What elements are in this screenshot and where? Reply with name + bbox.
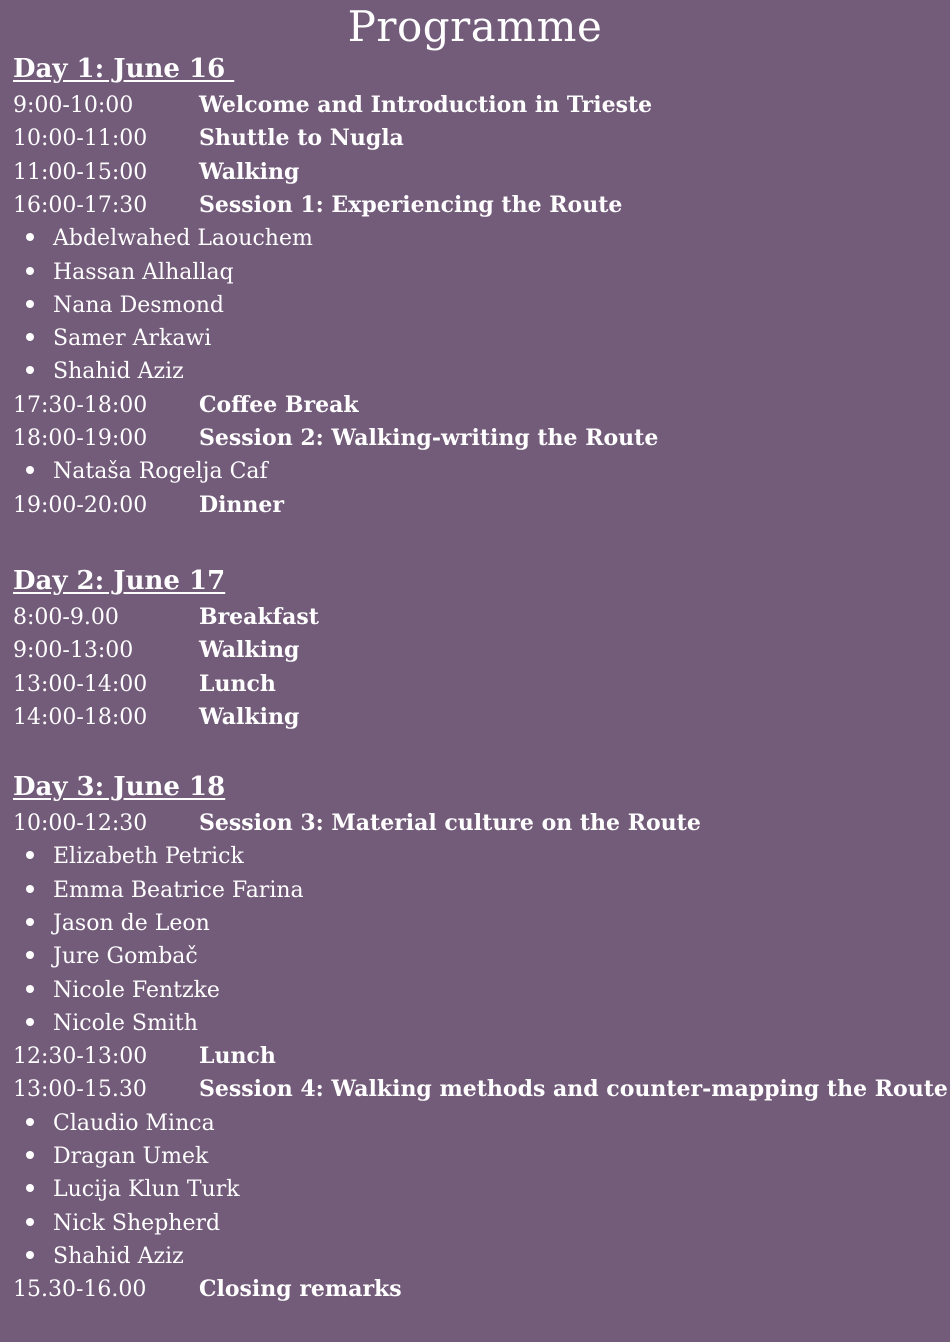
day-heading: Day 2: June 17 bbox=[13, 566, 226, 596]
speaker-list-item bbox=[26, 455, 268, 488]
event-title: Welcome and Introduction in Trieste bbox=[199, 92, 653, 118]
speaker-list-item bbox=[26, 874, 304, 907]
schedule-row bbox=[13, 1073, 948, 1106]
bullet-icon bbox=[26, 233, 34, 241]
speaker-name: Lucija Klun Turk bbox=[53, 1177, 240, 1203]
schedule-row bbox=[13, 1040, 276, 1073]
day-heading: Day 1: June 16 bbox=[13, 54, 235, 84]
speaker-list-item bbox=[26, 940, 198, 973]
speaker-name: Shahid Aziz bbox=[53, 1243, 184, 1269]
schedule-row bbox=[13, 389, 359, 422]
event-title: Coffee Break bbox=[199, 391, 359, 418]
speaker-name: Nicole Fentzke bbox=[53, 977, 220, 1003]
bullet-icon bbox=[26, 1218, 34, 1226]
time-slot: 13:00-15.30 bbox=[13, 1077, 147, 1103]
event-title: Session 3: Material culture on the Route bbox=[199, 810, 701, 836]
event-title: Lunch bbox=[199, 1043, 276, 1070]
speaker-name: Nick Shepherd bbox=[53, 1210, 221, 1236]
schedule-row bbox=[13, 1273, 402, 1306]
bullet-icon bbox=[26, 1251, 34, 1259]
event-title: Session 2: Walking-writing the Route bbox=[199, 425, 659, 451]
speaker-name: Nicole Smith bbox=[53, 1010, 198, 1036]
time-slot: 10:00-12:30 bbox=[13, 811, 148, 836]
speaker-name: Emma Beatrice Farina bbox=[53, 877, 304, 903]
speaker-list-item bbox=[26, 355, 184, 388]
time-slot: 18:00-19:00 bbox=[13, 426, 148, 451]
speaker-list-item bbox=[26, 840, 244, 873]
bullet-icon bbox=[26, 366, 34, 374]
speaker-list-item bbox=[26, 1140, 208, 1173]
bullet-icon bbox=[26, 985, 34, 993]
bullet-icon bbox=[26, 851, 34, 859]
event-title: Breakfast bbox=[199, 604, 319, 630]
schedule-row bbox=[13, 89, 652, 122]
bullet-icon bbox=[26, 300, 34, 308]
schedule-row bbox=[13, 489, 284, 522]
time-slot: 11:00-15:00 bbox=[13, 159, 148, 185]
event-title: Session 1: Experiencing the Route bbox=[199, 191, 623, 218]
time-slot: 13:00-14:00 bbox=[13, 671, 148, 697]
bullet-icon bbox=[26, 1118, 34, 1126]
bullet-icon bbox=[26, 1184, 34, 1192]
speaker-list-item bbox=[26, 289, 224, 322]
speaker-list-item bbox=[26, 907, 210, 940]
speaker-name: Jason de Leon bbox=[53, 910, 210, 936]
speaker-name: Elizabeth Petrick bbox=[53, 844, 244, 870]
bullet-icon bbox=[26, 1151, 34, 1159]
time-slot: 19:00-20:00 bbox=[13, 492, 148, 518]
bullet-icon bbox=[26, 918, 34, 926]
schedule-row bbox=[13, 634, 299, 667]
speaker-name: Dragan Umek bbox=[53, 1144, 209, 1169]
page-title: Programme bbox=[347, 2, 603, 51]
bullet-icon bbox=[26, 1018, 34, 1026]
speaker-name: Abdelwahed Laouchem bbox=[53, 226, 313, 252]
speaker-list-item bbox=[26, 1240, 184, 1273]
time-slot: 17:30-18:00 bbox=[13, 392, 148, 418]
bullet-icon bbox=[26, 267, 34, 275]
event-title: Walking bbox=[199, 158, 300, 185]
schedule-row bbox=[13, 701, 299, 734]
speaker-list-item bbox=[26, 322, 211, 355]
speaker-list-item bbox=[26, 1007, 198, 1040]
time-slot: 9:00-13:00 bbox=[13, 638, 134, 664]
speaker-name: Nataša Rogelja Caf bbox=[53, 459, 268, 485]
time-slot: 9:00-10:00 bbox=[13, 93, 134, 118]
bullet-icon bbox=[26, 333, 34, 341]
schedule-row bbox=[13, 601, 319, 634]
bullet-icon bbox=[26, 885, 34, 893]
speaker-list-item bbox=[26, 1107, 215, 1140]
speaker-name: Nana Desmond bbox=[53, 292, 224, 318]
speaker-list-item bbox=[26, 256, 234, 289]
event-title: Closing remarks bbox=[199, 1276, 402, 1303]
speaker-name: Samer Arkawi bbox=[53, 326, 212, 352]
time-slot: 10:00-11:00 bbox=[13, 126, 148, 152]
day-heading: Day 3: June 18 bbox=[13, 772, 226, 802]
schedule-row bbox=[13, 122, 404, 155]
schedule-row bbox=[13, 807, 701, 840]
speaker-name: Shahid Aziz bbox=[53, 359, 184, 385]
event-title: Walking bbox=[199, 637, 300, 664]
speaker-list-item bbox=[26, 1173, 240, 1206]
time-slot: 15.30-16.00 bbox=[13, 1277, 147, 1303]
schedule-row bbox=[13, 156, 299, 189]
speaker-name: Claudio Minca bbox=[53, 1110, 215, 1136]
speaker-list-item bbox=[26, 1207, 220, 1240]
time-slot: 12:30-13:00 bbox=[13, 1044, 148, 1070]
event-title: Shuttle to Nugla bbox=[199, 125, 404, 152]
time-slot: 8:00-9.00 bbox=[13, 605, 119, 630]
speaker-list-item bbox=[26, 222, 313, 255]
event-title: Walking bbox=[199, 703, 300, 730]
speaker-list-item bbox=[26, 974, 220, 1007]
event-title: Dinner bbox=[199, 491, 285, 518]
time-slot: 14:00-18:00 bbox=[13, 704, 148, 730]
time-slot: 16:00-17:30 bbox=[13, 192, 148, 218]
bullet-icon bbox=[26, 466, 34, 474]
schedule-row bbox=[13, 422, 658, 455]
bullet-icon bbox=[26, 951, 34, 959]
schedule-row bbox=[13, 668, 276, 701]
speaker-name: Jure Gombač bbox=[53, 944, 198, 970]
event-title: Session 4: Walking methods and counter-mapping the Route bbox=[199, 1076, 948, 1103]
event-title: Lunch bbox=[199, 670, 276, 697]
speaker-name: Hassan Alhallaq bbox=[53, 259, 234, 285]
schedule-row bbox=[13, 189, 622, 222]
